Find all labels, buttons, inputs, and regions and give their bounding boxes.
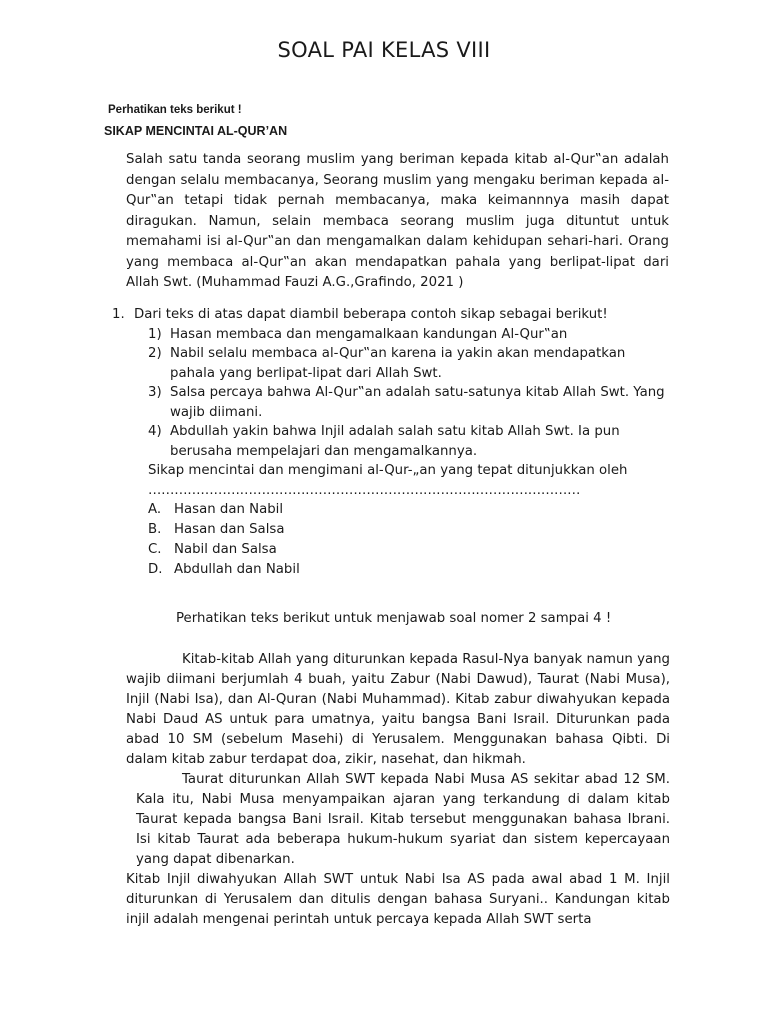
option-text: Hasan dan Nabil (174, 502, 284, 517)
statement-list (148, 325, 668, 462)
instruction-q2-4: Perhatikan teks berikut untuk menjawab soal nomer 2 sampai 4 ! (176, 611, 612, 626)
statement-number: 4) (148, 424, 162, 439)
statement-item (148, 422, 668, 461)
option-letter: D. (148, 562, 163, 577)
option-letter: C. (148, 542, 162, 557)
kitab-passage (126, 650, 670, 930)
statement-text: Nabil selalu membaca al-Qur‟an karena ia yakin akan mendapatkan pahala yang berlipat-lipat dari Allah Swt. (170, 346, 626, 381)
statement-text: Salsa percaya bahwa Al-Qur‟an adalah satu-satunya kitab Allah Swt. Yang wajib diimani. (170, 385, 665, 420)
option-text: Hasan dan Salsa (174, 522, 285, 537)
paragraph-injil: Kitab Injil diwahyukan Allah SWT untuk Nabi Isa AS pada awal abad 1 M. Injil diturunkan di Yerusalem dan ditulis dengan bahasa Suryani.. Kandungan kitab injil adalah mengenai perintah untuk percaya kepada Allah SWT serta (126, 872, 670, 927)
statement-text: Abdullah yakin bahwa Injil adalah salah satu kitab Allah Swt. Ia pun berusaha mempelajari dan mengamalkannya. (170, 424, 620, 459)
passage-heading: SIKAP MENCINTAI AL-QUR’AN (104, 124, 288, 138)
paragraph-zabur: Kitab-kitab Allah yang diturunkan kepada Rasul-Nya banyak namun yang wajib diimani berjumlah 4 buah, yaitu Zabur (Nabi Dawud), Taurat (Nabi Musa), Injil (Nabi Isa), dan Al-Quran (Nabi Muhammad). Kitab zabur diwahyukan kepada Nabi Daud AS untuk para umatnya, yaitu bangsa Bani Israil. Diturunkan pada abad 10 SM (sebelum Masehi) di Yerusalem. Menggunakan bahasa Qibti. Di dalam kitab zabur terdapat doa, zikir, nasehat, dan hikmah. (126, 652, 670, 767)
statement-item (148, 344, 668, 383)
answer-blank: ……………………………………………………………………………………… (148, 483, 581, 498)
statement-item (148, 325, 668, 345)
statement-number: 3) (148, 385, 162, 400)
page-title: SOAL PAI KELAS VIII (277, 38, 491, 62)
statement-number: 2) (148, 346, 162, 361)
statement-number: 1) (148, 326, 162, 342)
option-text: Nabil dan Salsa (174, 542, 277, 557)
option-letter: B. (148, 522, 162, 537)
option-letter: A. (148, 502, 162, 517)
intro-instruction: Perhatikan teks berikut ! (108, 104, 242, 116)
paragraph-taurat: Taurat diturunkan Allah SWT kepada Nabi Musa AS sekitar abad 12 SM. Kala itu, Nabi Musa menyampaikan ajaran yang terkandung di dalam kitab Taurat kepada bangsa Bani Israil. Kitab tersebut menggunakan bahasa Ibrani. Isi kitab Taurat ada beberapa hukum-hukum syariat dan sistem kepercayaan yang dapat dibenarkan. (136, 772, 670, 867)
question-stem: Dari teks di atas dapat diambil beberapa contoh sikap sebagai berikut! (134, 307, 608, 322)
question-number: 1. (112, 307, 125, 322)
statement-item (148, 383, 668, 422)
question-prompt: Sikap mencintai dan mengimani al-Qur-„an yang tepat ditunjukkan oleh (148, 463, 628, 478)
option-text: Abdullah dan Nabil (174, 562, 300, 577)
statement-text: Hasan membaca dan mengamalkaan kandungan Al-Qur‟an (170, 326, 568, 342)
reading-passage: Salah satu tanda seorang muslim yang beriman kepada kitab al-Qur‟an adalah dengan selalu membacanya, Seorang muslim yang mengaku beriman kepada al-Qur‟an tetapi tidak pernah membacanya, maka keimannnya masih dapat diragukan. Namun, selain membaca seorang muslim juga dituntut untuk memahami isi al-Qur‟an dan mengamalkan dalam kehidupan sehari-hari. Orang yang membaca al-Qur‟an akan mendapatkan pahala yang berlipat-lipat dari Allah Swt. (Muhammad Fauzi A.G.,Grafindo, 2021 ) (126, 152, 669, 290)
